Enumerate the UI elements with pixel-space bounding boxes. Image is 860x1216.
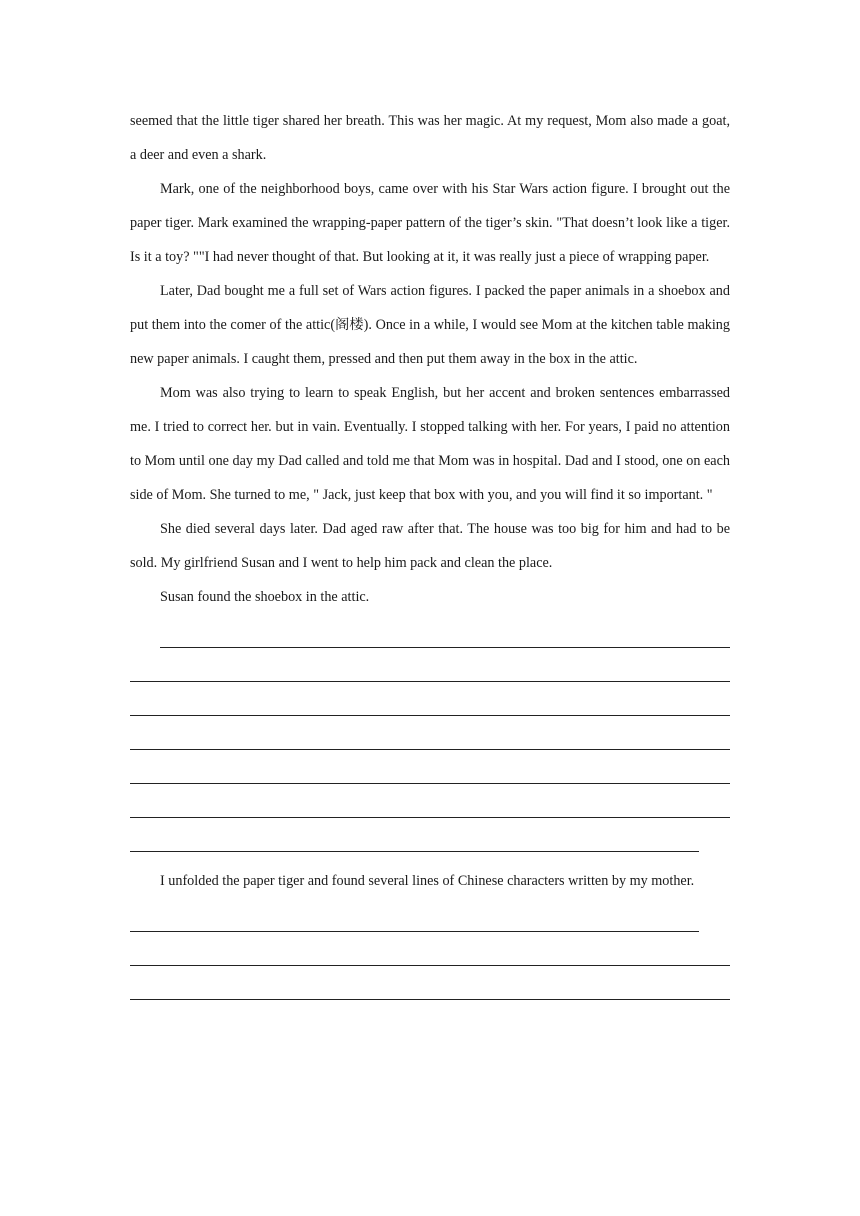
writing-line[interactable] [130,966,730,1000]
writing-area-1[interactable] [130,614,730,852]
writing-line[interactable] [130,818,699,852]
paragraph-5: She died several days later. Dad aged raw after that. The house was too big for him and had to be sold. My girlfriend Susan and I went to help him pack and clean the place. [130,521,730,571]
writing-line[interactable] [130,716,730,750]
writing-line[interactable] [130,682,730,716]
paragraph-2: Mark, one of the neighborhood boys, came over with his Star Wars action figure. I brought out the paper tiger. Mark examined the wrapping-paper pattern of the tiger’s skin. "That doesn’t look like a tiger. Is it a toy? ""I had never thought of that. But looking at it, it was really just a piece of wrapping paper. [130,181,730,265]
paragraph-3: Later, Dad bought me a full set of Wars action figures. I packed the paper animals in a shoebox and put them into the comer of the attic(阁楼). Once in a while, I would see Mom at the kitchen table making new paper animals. I caught them, pressed and then put them away in the box in the attic. [130,283,730,367]
writing-line[interactable] [130,648,730,682]
writing-line[interactable] [130,898,699,932]
continuation-prompt-2: I unfolded the paper tiger and found several lines of Chinese characters written by my mother. [160,873,695,889]
continuation-prompt-1: Susan found the shoebox in the attic. [160,589,370,605]
paragraph-1: seemed that the little tiger shared her breath. This was her magic. At my request, Mom also made a goat, a deer and even a shark. [130,113,730,163]
writing-line[interactable] [130,932,730,966]
paragraph-4: Mom was also trying to learn to speak English, but her accent and broken sentences embarrassed me. I tried to correct her. but in vain. Eventually. I stopped talking with her. For years, I paid no attention to Mom until one day my Dad called and told me that Mom was in hospital. Dad and I stood, one on each side of Mom. She turned to me, " Jack, just keep that box with you, and you will find it so important. " [130,385,730,503]
writing-line[interactable] [160,614,730,648]
writing-line[interactable] [130,750,730,784]
writing-area-2[interactable] [130,898,730,1000]
writing-line[interactable] [130,784,730,818]
